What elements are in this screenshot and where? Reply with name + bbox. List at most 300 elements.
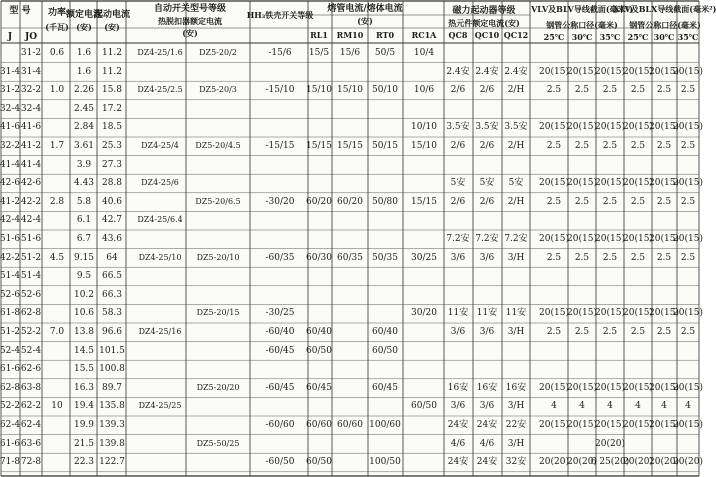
header-qc12: QC12 [503, 30, 529, 40]
table-cell-x30: 2.5 [656, 327, 672, 337]
table-cell-dz5: DZ5-20/15 [196, 308, 240, 318]
table-cell-x30: 20(15) [649, 420, 679, 430]
header-starter: 磁力起动器等级 [452, 6, 516, 16]
table-cell-hh: -60/35 [265, 252, 295, 263]
table-cell-v35: 2.5 [602, 196, 618, 207]
table-cell-rl1: 60/40 [306, 327, 332, 337]
table-cell-v25: 20(15) [539, 66, 569, 77]
table-cell-rt0: 100/50 [369, 457, 401, 468]
table-cell-rt0: 60/45 [372, 382, 398, 393]
table-cell-jo: 52-6 [20, 289, 42, 300]
table-cell-v35: 4 [607, 401, 613, 412]
table-cell-v30: 2.5 [574, 327, 590, 337]
table-cell-ist: 11.2 [101, 48, 123, 58]
table-cell-x35: 20(15) [673, 234, 703, 244]
table-cell-qc8: 2/6 [450, 196, 466, 207]
table-cell-qc10: 24安 [476, 420, 498, 430]
header-start-current: 起动电流 [93, 10, 131, 20]
table-cell-ia: 14.5 [73, 345, 95, 356]
table-cell-jo: 62-4 [20, 420, 42, 430]
table-cell-x35: 20(15) [673, 178, 703, 189]
table-cell-ist: 18.5 [101, 122, 123, 133]
table-cell-ia: 21.5 [73, 438, 95, 449]
table-cell-dz4: DZ4-25/25 [138, 401, 182, 411]
table-cell-dz5: DZ5-50/25 [196, 438, 240, 448]
table-cell-qc8: 4/6 [450, 438, 466, 449]
table-cell-v35: 20(15) [595, 178, 625, 189]
table-cell-j: 42-2 [0, 252, 21, 263]
table-cell-rt0: 50/5 [374, 48, 396, 58]
table-cell-qc10: 2.4安 [475, 66, 499, 77]
table-cell-ist: 11.2 [101, 66, 123, 77]
table-cell-qc12: 32安 [505, 457, 527, 468]
table-cell-j: 51-4 [0, 271, 21, 282]
header-auto-switch-unit: (安) [182, 28, 198, 38]
table-cell-dz4: DZ4-25/1.6 [137, 48, 183, 57]
table-cell-dz5: DZ5-20/2 [199, 48, 237, 57]
table-cell-j: 52-4 [0, 345, 21, 356]
table-cell-qc8: 24安 [447, 457, 469, 468]
header-qc10: QC10 [474, 30, 500, 40]
header-model: 型 号 [9, 6, 31, 16]
table-cell-qc8: 3/6 [450, 327, 466, 337]
table-cell-x30: 2.5 [656, 196, 672, 207]
table-cell-qc12: 2.4安 [504, 66, 528, 77]
table-cell-rm10: 60/60 [337, 420, 363, 430]
table-cell-jo: 62-2 [20, 401, 42, 412]
header-rated-current: 额定电流 [65, 10, 103, 20]
table-cell-qc10: 5安 [479, 178, 495, 189]
table-cell-rt0: 100/60 [369, 420, 401, 430]
table-cell-j: 31-2 [0, 85, 21, 96]
table-cell-ist: 17.2 [101, 103, 123, 114]
table-cell-rc1a: 10/4 [413, 48, 435, 58]
table-cell-hh: -60/60 [265, 420, 295, 430]
table-cell-rl1: 60/50 [306, 457, 332, 468]
table-cell-v30: 20(20) [567, 457, 597, 468]
table-cell-j: 41-2 [0, 196, 21, 207]
table-cell-qc8: 3/6 [450, 252, 466, 263]
table-cell-j: 31-4 [0, 66, 21, 77]
table-cell-jo: 62-6 [20, 364, 42, 375]
table-cell-qc10: 24安 [476, 457, 498, 468]
table-cell-v25: 2.5 [546, 327, 562, 337]
table-cell-qc12: 2/H [507, 141, 525, 151]
table-cell-qc12: 16安 [505, 382, 527, 393]
table-cell-rm10: 15/6 [339, 48, 361, 58]
table-cell-v35: 20(15) [595, 382, 625, 393]
table-cell-v25: 20(15) [539, 122, 569, 133]
table-cell-hh: -15/10 [265, 85, 295, 96]
table-cell-rt0: 50/10 [372, 85, 398, 96]
table-cell-dz5: DZ5-20/4.5 [195, 141, 241, 150]
table-cell-jo: 52-4 [20, 345, 42, 356]
table-cell-j: 62-8 [0, 382, 21, 393]
table-cell-jo: 51-6 [20, 234, 42, 244]
table-cell-kw: 2.8 [49, 196, 65, 207]
table-cell-ia: 1.6 [76, 48, 92, 58]
header-auto-switch: 自动开关型号等级 [153, 4, 227, 14]
table-cell-v30: 20(15) [567, 234, 597, 244]
table-cell-ia: 15.5 [73, 364, 95, 375]
table-cell-v35: 20(15) [595, 420, 625, 430]
table-cell-v30: 20(15) [567, 420, 597, 430]
header-qc8: QC8 [448, 30, 468, 40]
table-cell-x25: 20(15) [623, 66, 653, 77]
table-cell-x35: 2.5 [680, 85, 696, 96]
header-power-unit: (千瓦) [45, 22, 69, 32]
table-cell-ia: 13.8 [73, 327, 95, 337]
table-cell-kw: 7.0 [49, 327, 65, 337]
table-cell-rc1a: 15/15 [411, 196, 437, 207]
table-cell-ist: 66.5 [101, 271, 123, 282]
table-cell-rl1: 60/60 [306, 420, 332, 430]
table-cell-dz5: DZ5-20/3 [199, 85, 237, 95]
table-cell-v30: 20(15) [567, 66, 597, 77]
table-cell-x35: 20(15) [673, 308, 703, 319]
table-cell-x30: 20(15) [649, 178, 679, 189]
table-cell-v25: 4 [551, 401, 557, 412]
table-cell-ist: 43.6 [101, 234, 123, 244]
table-cell-v35: 20(15) [595, 308, 625, 319]
table-cell-v25: 20(15) [539, 382, 569, 393]
table-cell-dz5: DZ5-20/6.5 [195, 196, 241, 206]
table-cell-x35: 2.5 [680, 196, 696, 207]
table-cell-v30: 2.5 [574, 85, 590, 96]
table-cell-rl1: 15/10 [306, 85, 332, 96]
table-cell-x35: 4 [685, 401, 691, 412]
table-cell-j: 42-4 [0, 215, 21, 226]
table-cell-ia: 2.26 [73, 85, 95, 96]
header-vlv-sub: 钢管公称口径(毫米) [546, 20, 618, 30]
table-cell-ist: 25.3 [101, 141, 123, 151]
table-cell-rl1: 60/50 [306, 345, 332, 356]
table-cell-ia: 5.8 [76, 196, 92, 207]
table-cell-hh: -30/20 [265, 196, 295, 207]
table-cell-kw: 0.6 [49, 48, 65, 58]
table-cell-j: 61-6 [0, 364, 21, 375]
table-cell-x25: 2.5 [630, 252, 646, 263]
header-temp-v30: 30℃ [571, 32, 593, 42]
table-cell-qc8: 3/6 [450, 401, 466, 412]
table-cell-x30: 20(15) [649, 308, 679, 319]
table-cell-x25: 2.5 [630, 327, 646, 337]
table-cell-ist: 64 [106, 252, 118, 263]
table-cell-v35: 2.5 [602, 141, 618, 151]
table-cell-rc1a: 10/6 [413, 85, 435, 96]
table-cell-j: 32-4 [0, 103, 21, 114]
table-cell-jo: 31-2 [20, 48, 42, 58]
table-cell-ist: 135.8 [99, 401, 125, 412]
table-cell-ist: 42.7 [101, 215, 123, 226]
table-cell-ia: 2.45 [73, 103, 95, 114]
table-cell-v30: 4 [579, 401, 585, 412]
table-cell-j: 51-6 [0, 234, 21, 244]
header-temp-v35: 35℃ [599, 32, 621, 42]
table-cell-v35: 6 25(20) [590, 457, 630, 468]
header-fuse-rm10: RM10 [336, 30, 364, 40]
table-cell-qc8: 2/6 [450, 141, 466, 151]
table-cell-hh: -15/15 [265, 141, 295, 151]
header-temp-x35: 35℃ [677, 32, 699, 42]
table-cell-ia: 22.3 [73, 457, 95, 468]
table-cell-jo: 31-4 [20, 66, 42, 77]
header-vlv: VLV及BLV导线截面(毫米²) [531, 4, 633, 14]
table-cell-jo: 41-6 [20, 122, 42, 133]
table-cell-v25: 20(15) [539, 178, 569, 189]
table-cell-x25: 2.5 [630, 196, 646, 207]
table-cell-ia: 19.4 [73, 401, 95, 412]
table-cell-ia: 9.15 [73, 252, 95, 263]
table-cell-v35: 20(20) [595, 438, 625, 449]
table-cell-kw: 4.5 [49, 252, 65, 263]
table-cell-ist: 89.7 [101, 382, 123, 393]
table-cell-qc8: 16安 [447, 382, 469, 393]
table-cell-x25: 20(15) [623, 234, 653, 244]
table-cell-j: 42-6 [0, 178, 21, 189]
header-fuse: 熔管电流/熔体电流 [327, 4, 403, 14]
table-cell-qc12: 2/H [507, 85, 525, 96]
table-cell-j: 32-2 [0, 141, 21, 151]
table-cell-ia: 9.5 [76, 271, 92, 282]
table-cell-qc12: 3/H [507, 327, 525, 337]
table-cell-ia: 4.43 [73, 178, 95, 189]
table-cell-ist: 27.3 [101, 159, 123, 170]
table-cell-x35: 20(15) [673, 66, 703, 77]
table-cell-dz4: DZ4-25/6.4 [137, 215, 183, 225]
table-cell-x30: 20(15) [649, 382, 679, 393]
table-cell-v30: 2.5 [574, 141, 590, 151]
table-cell-rc1a: 30/25 [411, 252, 437, 263]
table-cell-qc8: 7.2安 [446, 234, 470, 244]
table-cell-dz4: DZ4-25/16 [138, 327, 182, 336]
table-cell-rl1: 60/20 [306, 196, 332, 207]
header-j: J [7, 32, 13, 42]
table-cell-rm10: 15/15 [337, 141, 363, 151]
table-cell-x30: 20(20) [649, 457, 679, 468]
table-cell-x25: 2.5 [630, 85, 646, 96]
header-xlv: XLV及BLX导线截面(毫米²) [613, 4, 716, 14]
table-cell-x35: 20(15) [673, 382, 703, 393]
table-cell-rc1a: 30/20 [411, 308, 437, 319]
table-cell-ia: 2.84 [73, 122, 95, 133]
table-cell-qc10: 3.5安 [475, 122, 499, 133]
table-cell-x35: 20(20) [673, 457, 703, 468]
header-fuse-rt0: RT0 [375, 30, 395, 40]
header-temp-v25: 25℃ [543, 32, 565, 42]
table-cell-x35: 2.5 [680, 141, 696, 151]
table-cell-ist: 40.6 [101, 196, 123, 207]
table-cell-v35: 20(15) [595, 122, 625, 133]
table-cell-jo: 63-6 [20, 438, 42, 449]
table-cell-qc10: 4/6 [479, 438, 495, 449]
table-cell-jo: 51-2 [20, 252, 42, 263]
table-cell-v25: 20(15) [539, 308, 569, 319]
table-cell-qc10: 3/6 [479, 327, 495, 337]
table-cell-jo: 72-8 [20, 457, 42, 468]
table-cell-jo: 51-4 [20, 271, 42, 282]
header-rated-current-unit: (安) [76, 22, 92, 32]
table-cell-v35: 2.5 [602, 327, 618, 337]
table-cell-ist: 139.3 [99, 420, 125, 430]
table-cell-ia: 16.3 [73, 382, 95, 393]
table-cell-qc12: 7.2安 [504, 234, 528, 244]
table-cell-x25: 4 [635, 401, 641, 412]
table-cell-v30: 20(15) [567, 382, 597, 393]
table-cell-qc8: 5安 [450, 178, 466, 189]
header-power: 功率 [47, 8, 67, 18]
table-cell-x25: 20(20) [623, 457, 653, 468]
table-cell-v25: 20(15) [539, 234, 569, 244]
table-cell-qc10: 2/6 [479, 141, 495, 151]
table-cell-qc10: 16安 [476, 382, 498, 393]
table-cell-j: 51-2 [0, 327, 21, 337]
header-temp-x25: 25℃ [627, 32, 649, 42]
table-cell-j: 61-6 [0, 438, 21, 449]
table-cell-j: 62-4 [0, 420, 21, 430]
table-cell-dz5: DZ5-20/20 [196, 382, 240, 392]
table-cell-rt0: 60/40 [372, 327, 398, 337]
header-temp-x30: 30℃ [653, 32, 675, 42]
table-cell-ist: 28.8 [101, 178, 123, 189]
table-cell-hh: -60/45 [265, 382, 295, 393]
table-cell-ist: 66.3 [101, 289, 123, 300]
header-auto-switch-sub: 热脱扣器额定电流 [158, 16, 222, 26]
table-cell-x35: 2.5 [680, 252, 696, 263]
table-cell-dz5: DZ5-20/10 [196, 252, 240, 262]
table-cell-v30: 2.5 [574, 252, 590, 263]
table-cell-ist: 122.7 [99, 457, 125, 468]
table-cell-qc8: 2.4安 [446, 66, 470, 77]
table-cell-qc10: 2/6 [479, 85, 495, 96]
table-cell-qc10: 3/6 [479, 401, 495, 412]
table-cell-x25: 20(15) [623, 382, 653, 393]
table-cell-j: 41-4 [0, 159, 21, 170]
table-cell-rm10: 15/10 [337, 85, 363, 96]
header-starter-sub: 热元件额定电流(安) [448, 18, 520, 28]
table-cell-dz4: DZ4-25/10 [138, 252, 182, 262]
table-cell-jo: 62-8 [20, 308, 42, 319]
table-cell-rc1a: 60/50 [411, 401, 437, 412]
table-cell-ia: 3.61 [73, 141, 95, 151]
table-cell-hh: -60/50 [265, 457, 295, 468]
table-cell-dz4: DZ4-25/2.5 [137, 85, 183, 95]
table-cell-x25: 20(15) [623, 420, 653, 430]
table-cell-rt0: 50/15 [372, 141, 398, 151]
table-cell-x30: 20(15) [649, 66, 679, 77]
table-cell-j: 71-8 [0, 457, 21, 468]
table-cell-kw: 1.0 [49, 85, 65, 96]
table-cell-qc8: 11安 [447, 308, 469, 319]
table-cell-qc12: 3.5安 [504, 122, 528, 133]
table-cell-ist: 58.3 [101, 308, 123, 319]
table-cell-x35: 2.5 [680, 327, 696, 337]
header-fuse-rl1: RL1 [310, 30, 328, 40]
table-cell-v35: 2.5 [602, 252, 618, 263]
table-cell-qc12: 22安 [505, 420, 527, 430]
header-fuse-rc1a: RC1A [411, 30, 437, 40]
table-cell-v25: 20(20) [539, 457, 569, 468]
table-cell-x30: 2.5 [656, 252, 672, 263]
table-cell-jo: 42-4 [20, 215, 42, 226]
table-cell-v30: 2.5 [574, 196, 590, 207]
table-cell-x30: 20(15) [649, 122, 679, 133]
table-cell-ia: 19.9 [73, 420, 95, 430]
header-xlv-sub: 钢管公称口径(毫米) [629, 20, 701, 30]
table-cell-hh: -60/45 [265, 345, 295, 356]
header-fuse-unit: (安) [357, 16, 373, 26]
table-cell-ia: 10.6 [73, 308, 95, 319]
table-cell-qc12: 5安 [508, 178, 524, 189]
table-cell-jo: 32-2 [20, 85, 42, 96]
table-cell-jo: 32-4 [20, 103, 42, 114]
table-cell-qc10: 2/6 [479, 196, 495, 207]
table-cell-rc1a: 15/10 [411, 141, 437, 151]
table-cell-j: 61-8 [0, 308, 21, 319]
table-cell-rm10: 60/20 [337, 196, 363, 207]
table-cell-hh: -30/25 [265, 308, 295, 319]
table-cell-qc12: 2/H [507, 196, 525, 207]
table-cell-v30: 20(15) [567, 308, 597, 319]
table-cell-rl1: 15/5 [308, 48, 330, 58]
table-cell-jo: 42-6 [20, 178, 42, 189]
table-cell-v25: 2.5 [546, 141, 562, 151]
table-cell-rl1: 60/30 [306, 252, 332, 263]
table-cell-j: 52-2 [0, 401, 21, 412]
table-cell-x30: 2.5 [656, 85, 672, 96]
table-cell-hh: -60/40 [265, 327, 295, 337]
table-cell-x30: 4 [661, 401, 667, 412]
table-cell-x25: 2.5 [630, 141, 646, 151]
header-jo: JO [24, 32, 38, 42]
table-cell-rt0: 50/35 [372, 252, 398, 263]
header-hh: HH₃铁壳开关等级 [246, 10, 314, 20]
table-cell-rm10: 60/35 [337, 252, 363, 263]
table-cell-v30: 20(15) [567, 122, 597, 133]
table-cell-qc10: 11安 [476, 308, 498, 319]
table-cell-v35: 20(15) [595, 66, 625, 77]
table-cell-v35: 20(15) [595, 234, 625, 244]
table-cell-ia: 3.9 [76, 159, 92, 170]
table-cell-qc8: 2/6 [450, 85, 466, 96]
table-cell-x25: 20(15) [623, 122, 653, 133]
table-cell-v25: 2.5 [546, 85, 562, 96]
table-cell-v35: 2.5 [602, 85, 618, 96]
table-cell-v25: 2.5 [546, 196, 562, 207]
table-cell-ia: 10.2 [73, 289, 95, 300]
table-cell-x25: 20(15) [623, 308, 653, 319]
table-cell-ia: 6.1 [76, 215, 92, 226]
table-cell-rt0: 60/50 [372, 345, 398, 356]
table-cell-x30: 20(15) [649, 234, 679, 244]
table-cell-qc8: 3.5安 [446, 122, 470, 133]
table-cell-v25: 2.5 [546, 252, 562, 263]
table-cell-qc10: 3/6 [479, 252, 495, 263]
header-start-current-unit: (安) [104, 22, 120, 32]
table-cell-rl1: 60/45 [306, 382, 332, 393]
table-cell-v25: 20(15) [539, 420, 569, 430]
table-cell-qc10: 7.2安 [475, 234, 499, 244]
table-cell-hh: -15/6 [268, 48, 292, 58]
table-cell-ist: 100.8 [99, 364, 125, 375]
table-cell-dz4: DZ4-25/6 [141, 178, 179, 188]
table-cell-rc1a: 10/10 [411, 122, 437, 133]
table-cell-ist: 139.8 [99, 438, 125, 449]
table-cell-jo: 41-4 [20, 159, 42, 170]
table-cell-qc12: 11安 [505, 308, 527, 319]
table-cell-jo: 63-8 [20, 382, 42, 393]
table-cell-ist: 96.6 [101, 327, 123, 337]
